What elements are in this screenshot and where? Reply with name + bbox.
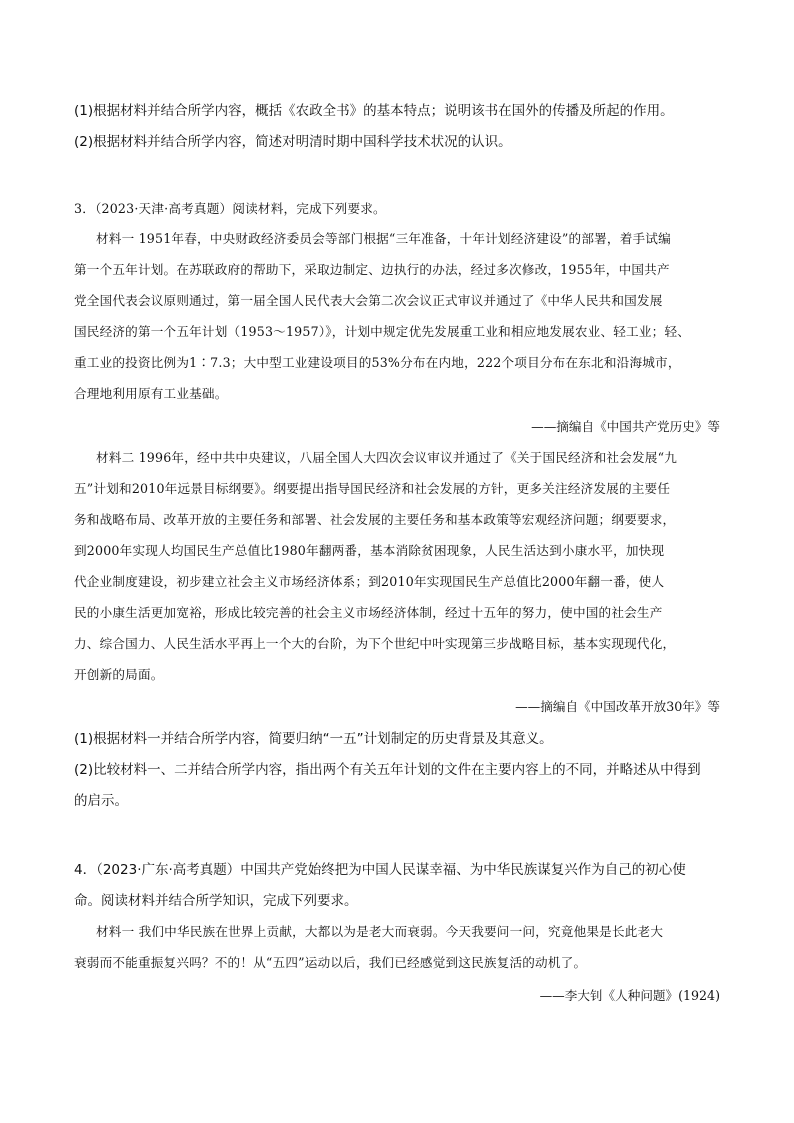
q4-material-1-line: 材料一 我们中华民族在世界上贡献，大都以为是老大而衰弱。今天我要问一问，究竟他果是长此老大 — [96, 924, 664, 939]
material-2-line: 代企业制度建设，初步建立社会主义市场经济体系；到2010年实现国民生产总值比2000年翻一番，使人 — [74, 574, 665, 589]
material-2-line: 材料二 1996年，经中共中央建议，八届全国人大四次会议审议并通过了《关于国民经济和社会发展“九 — [96, 450, 678, 465]
material-1-line: 国民经济的第一个五年计划（1953～1957）》，计划中规定优先发展重工业和相应地发展农业、轻工业；轻、 — [74, 324, 691, 339]
question-3-subquestion-1: (1)根据材料一并结合所学内容，简要归纳“一五”计划制定的历史背景及其意义。 — [74, 731, 553, 747]
material-2-line: 务和战略布局、改革开放的主要任务和部署、社会发展的主要任务和基本政策等宏观经济问题；纲要要求， — [74, 512, 676, 527]
material-2-source: ——摘编自《中国改革开放30年》等 — [515, 699, 720, 714]
prev-subquestion-1: (1)根据材料并结合所学内容，概括《农政全书》的基本特点；说明该书在国外的传播及所起的作用。 — [74, 103, 674, 119]
material-1-line: 合理地利用原有工业基础。 — [74, 386, 228, 401]
prev-subquestion-2: (2)根据材料并结合所学内容，简述对明清时期中国科学技术状况的认识。 — [74, 134, 512, 150]
q4-material-1-line: 衰弱而不能重振复兴吗？不的！从“五四”运动以后，我们已经感觉到这民族复活的动机了。 — [74, 955, 587, 970]
q4-material-1-source: ——李大钊《人种问题》(1924) — [539, 988, 720, 1003]
material-2-line: 开创新的局面。 — [74, 667, 164, 682]
material-1-source: ——摘编自《中国共产党历史》等 — [531, 419, 720, 434]
material-1-line: 第一个五年计划。在苏联政府的帮助下，采取边制定、边执行的办法，经过多次修改，1955年，中国共产 — [74, 262, 670, 277]
material-2-line: 民的小康生活更加宽裕，形成比较完善的社会主义市场经济体制，经过十五年的努力，使中国的社会生产 — [74, 605, 663, 620]
question-4-heading: 4．（2023·广东·高考真题）中国共产党始终把为中国人民谋幸福、为中华民族谋复兴作为自己的初心使 — [74, 862, 686, 878]
material-2-line: 到2000年实现人均国民生产总值比1980年翻两番，基本消除贫困现象，人民生活达到小康水平，加快现 — [74, 543, 665, 558]
question-3-heading: 3．（2023·天津·高考真题）阅读材料，完成下列要求。 — [74, 201, 386, 216]
material-2-line: 五”计划和2010年远景目标纲要》。纲要提出指导国民经济和社会发展的方针，更多关注经济发展的主要任 — [74, 481, 671, 496]
question-4-heading-cont: 命。阅读材料并结合所学知识，完成下列要求。 — [74, 893, 358, 909]
material-2-line: 力、综合国力、人民生活水平再上一个大的台阶，为下个世纪中叶实现第三步战略目标，基本实现现代化， — [74, 636, 676, 651]
material-1-line: 重工业的投资比例为1∶7.3；大中型工业建设项目的53%分布在内地，222个项目分布在东北和沿海城市， — [74, 355, 681, 370]
material-1-line: 材料一 1951年春，中央财政经济委员会等部门根据“三年准备，十年计划经济建设”的部署，着手试编 — [96, 231, 671, 246]
question-3-subquestion-2-cont: 的启示。 — [74, 793, 128, 809]
material-1-line: 党全国代表会议原则通过，第一届全国人民代表大会第二次会议正式审议并通过了《中华人民共和国发展 — [74, 293, 663, 308]
question-3-subquestion-2: (2)比较材料一、二并结合所学内容，指出两个有关五年计划的文件在主要内容上的不同，并略述从中得到 — [74, 762, 701, 778]
